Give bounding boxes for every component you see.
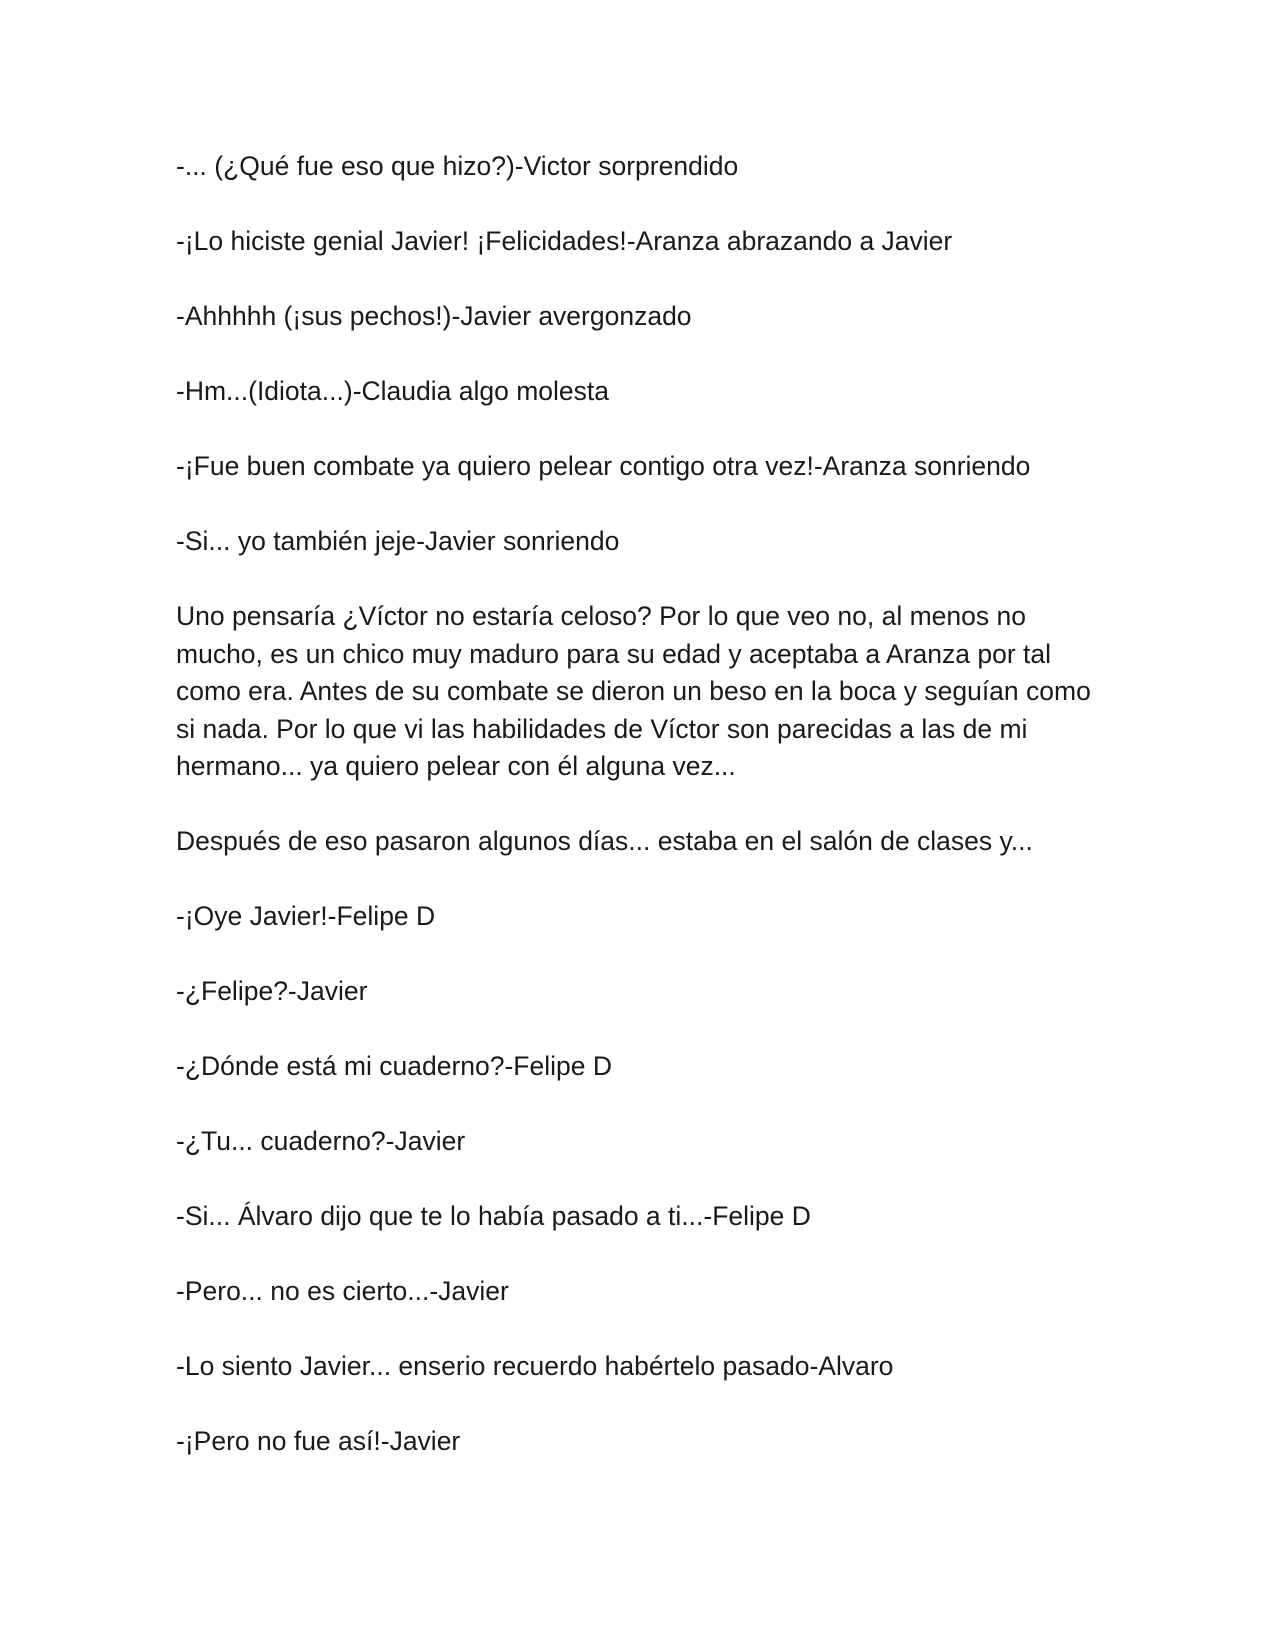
dialogue-line: -Hm...(Idiota...)-Claudia algo molesta	[176, 376, 609, 406]
narrative-paragraph: Después de eso pasaron algunos días... estaba en el salón de clases y...	[176, 826, 1033, 856]
dialogue-line: -¿Tu... cuaderno?-Javier	[176, 1126, 466, 1156]
dialogue-line: -¡Fue buen combate ya quiero pelear contigo otra vez!-Aranza sonriendo	[176, 451, 1031, 481]
dialogue-line: -Lo siento Javier... enserio recuerdo habértelo pasado-Alvaro	[176, 1351, 894, 1381]
dialogue-line: -¿Felipe?-Javier	[176, 976, 368, 1006]
dialogue-line: -Ahhhhh (¡sus pechos!)-Javier avergonzado	[176, 301, 692, 331]
dialogue-line: -Pero... no es cierto...-Javier	[176, 1276, 509, 1306]
dialogue-line: -¡Oye Javier!-Felipe D	[176, 901, 436, 931]
dialogue-line: -¿Dónde está mi cuaderno?-Felipe D	[176, 1051, 612, 1081]
dialogue-line: -¡Lo hiciste genial Javier! ¡Felicidades!-Aranza abrazando a Javier	[176, 226, 953, 256]
dialogue-line: -Si... Álvaro dijo que te lo había pasado a ti...-Felipe D	[176, 1201, 811, 1231]
narrative-paragraph: Uno pensaría ¿Víctor no estaría celoso? Por lo que veo no, al menos no mucho, es un chico muy maduro para su edad y aceptaba a Aranza por tal como era. Antes de su combate se dieron un beso en la boca y seguían como si nada. Por lo que vi las habilidades de Víctor son parecidas a las de mi hermano... ya quiero pelear con él alguna vez...	[176, 601, 1091, 781]
dialogue-line: -... (¿Qué fue eso que hizo?)-Victor sorprendido	[176, 151, 739, 181]
document-body	[176, 148, 1096, 1498]
dialogue-line: -¡Pero no fue así!-Javier	[176, 1426, 461, 1456]
dialogue-line: -Si... yo también jeje-Javier sonriendo	[176, 526, 620, 556]
